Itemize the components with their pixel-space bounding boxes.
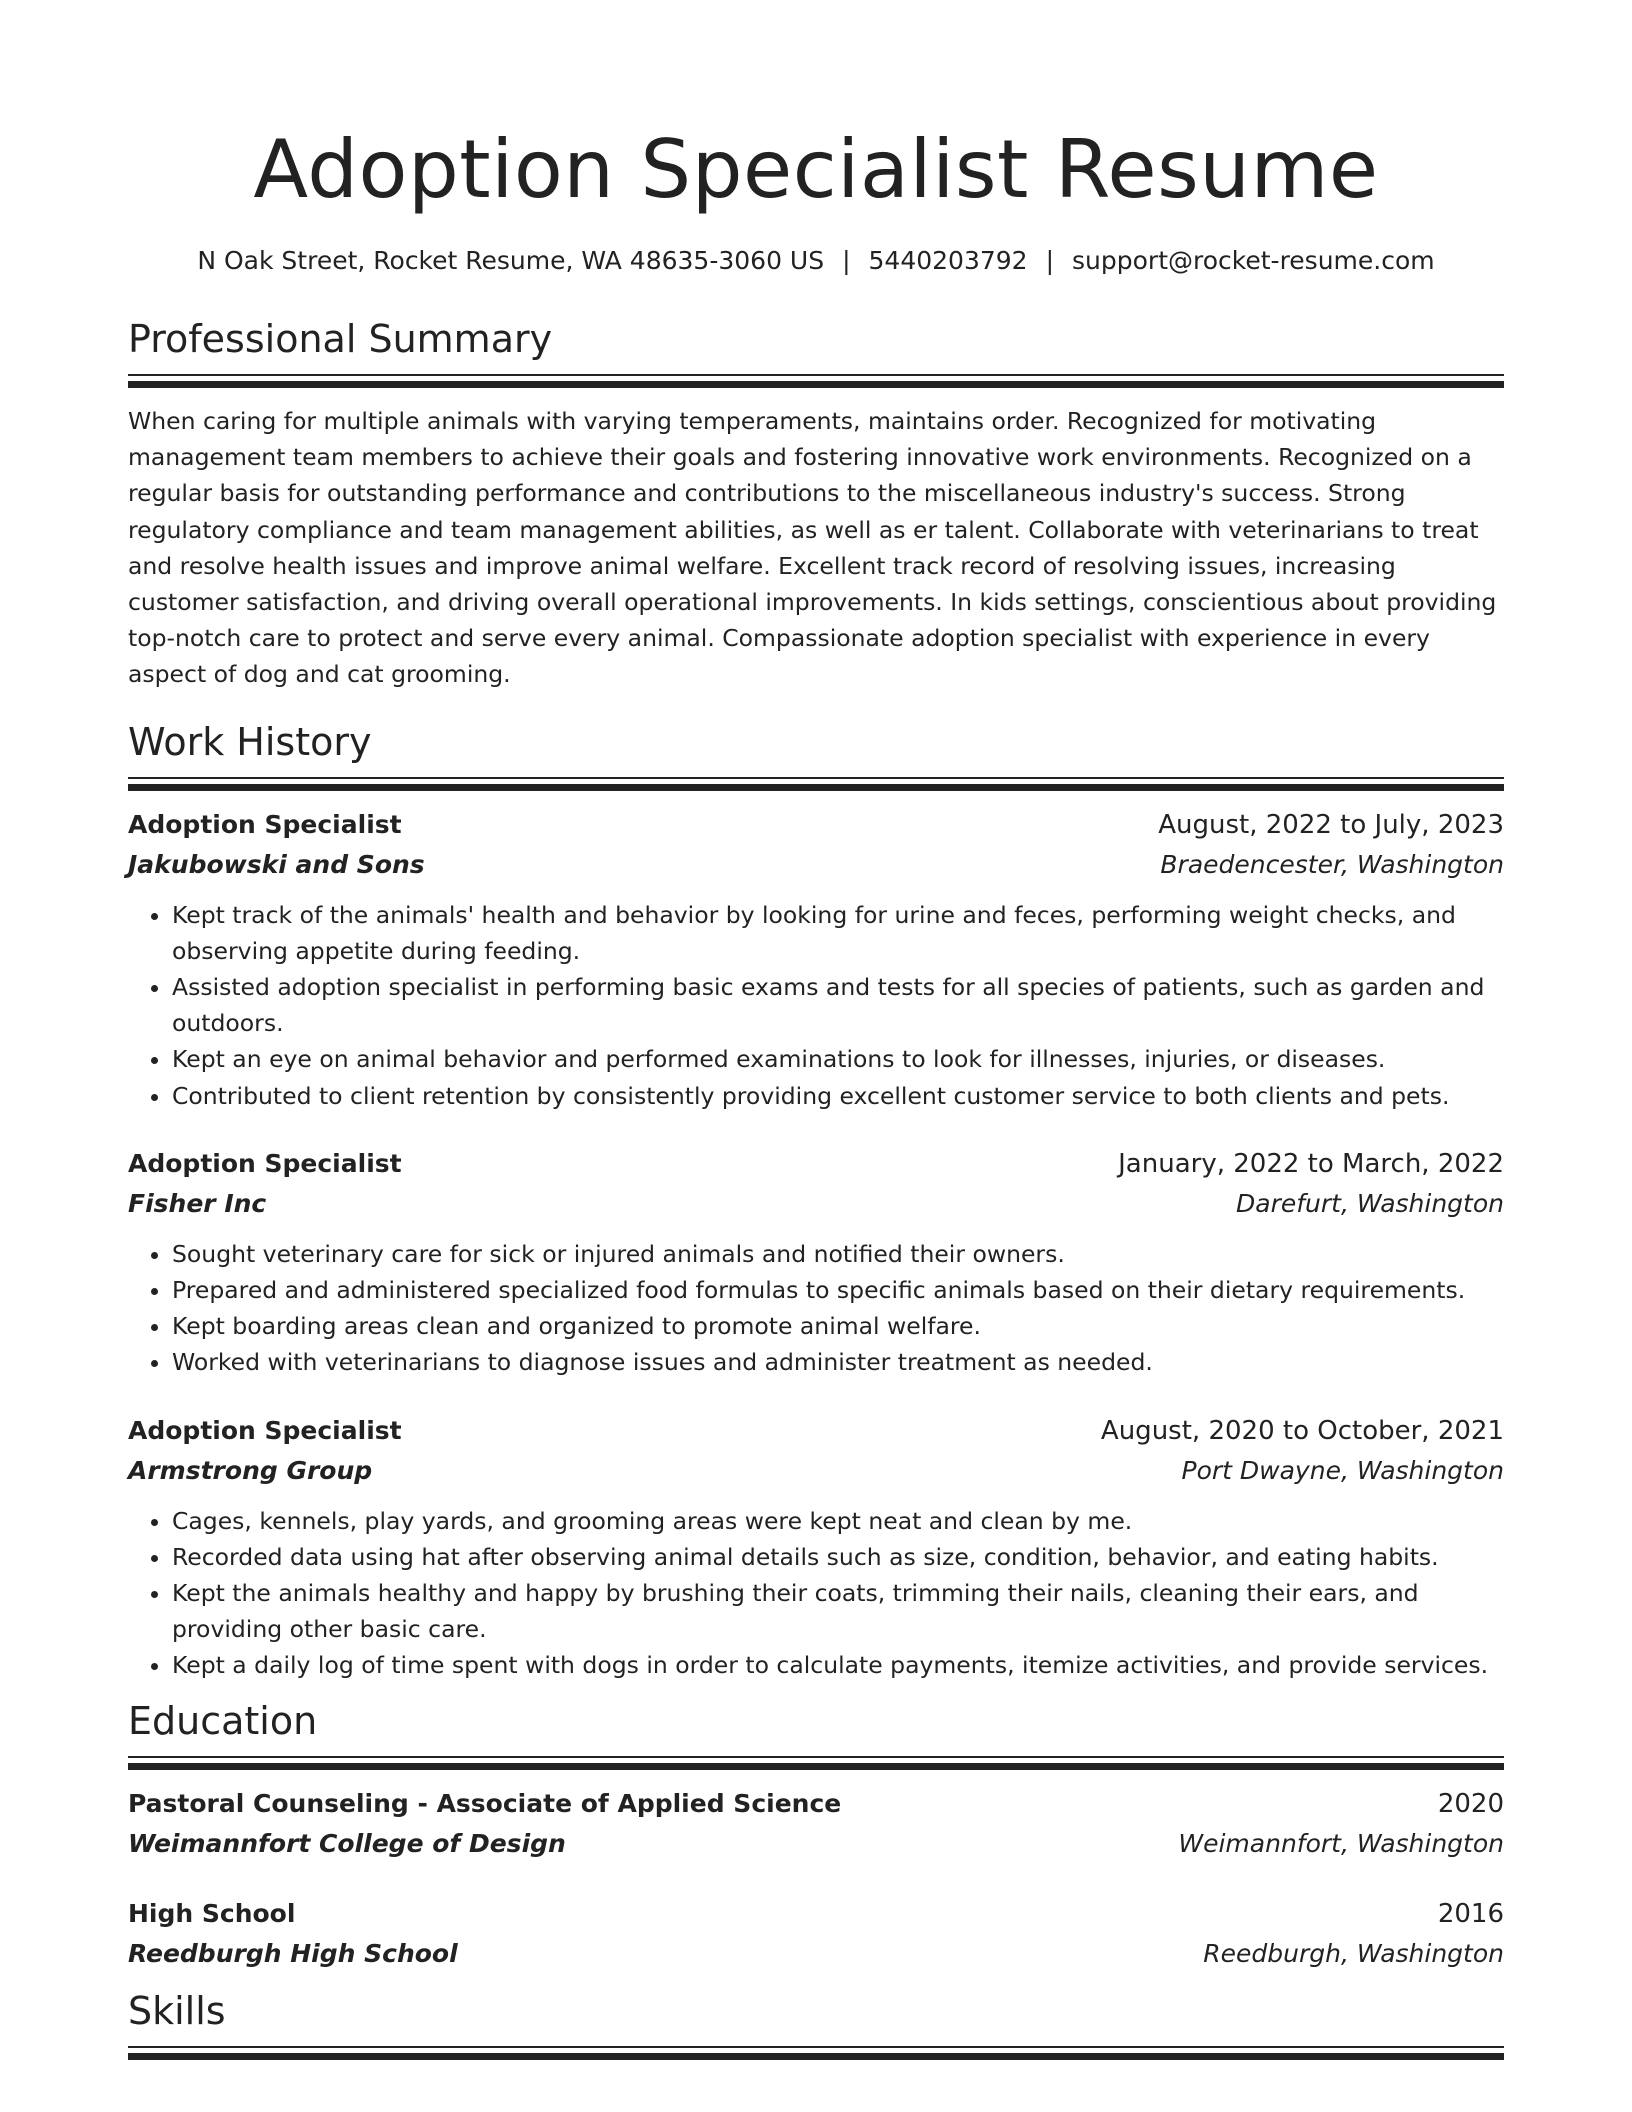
contact-separator: |: [842, 246, 851, 275]
job-entry: [128, 1144, 1504, 1381]
section-work-history: [128, 719, 1504, 1684]
resume-title: Adoption Specialist Resume: [253, 123, 1379, 216]
section-education: [128, 1698, 1504, 1974]
education-school: Weimannfort College of Design: [128, 1828, 566, 1858]
job-bullet: • Worked with veterinarians to diagnose issues and administer treatment as needed.: [172, 1344, 1504, 1380]
job-bullet: • Assisted adoption specialist in performing basic exams and tests for all species of patients, such as garden and outdoors.: [172, 969, 1504, 1041]
section-title-summary: Professional Summary: [128, 317, 553, 361]
education-degree: Pastoral Counseling - Associate of Applied Science: [128, 1788, 842, 1818]
contact-address: N Oak Street, Rocket Resume, WA 48635-3060 US: [197, 246, 825, 275]
education-entry: [128, 1784, 1504, 1864]
job-title: Adoption Specialist: [128, 1415, 402, 1445]
job-dates: January, 2022 to March, 2022: [1118, 1148, 1504, 1179]
job-location: Port Dwayne, Washington: [1181, 1455, 1504, 1485]
education-year: 2016: [1437, 1898, 1504, 1929]
section-divider: [128, 1756, 1504, 1770]
job-bullet: • Prepared and administered specialized food formulas to specific animals based on their dietary requirements.: [172, 1272, 1504, 1308]
job-bullet: • Sought veterinary care for sick or injured animals and notified their owners.: [172, 1236, 1504, 1272]
education-entry: [128, 1894, 1504, 1974]
education-degree: High School: [128, 1898, 296, 1928]
section-professional-summary: [128, 316, 1504, 693]
job-company: Armstrong Group: [128, 1455, 373, 1485]
job-bullet: • Kept an eye on animal behavior and performed examinations to look for illnesses, injuries, or diseases.: [172, 1041, 1504, 1077]
job-location: Darefurt, Washington: [1236, 1188, 1504, 1218]
job-bullet: • Cages, kennels, play yards, and grooming areas were kept neat and clean by me.: [172, 1503, 1504, 1539]
job-dates: August, 2022 to July, 2023: [1158, 809, 1504, 840]
section-title-work: Work History: [128, 719, 372, 764]
education-school: Reedburgh High School: [128, 1938, 458, 1968]
education-location: Reedburgh, Washington: [1203, 1938, 1504, 1968]
job-title: Adoption Specialist: [128, 1148, 402, 1178]
job-bullet: • Recorded data using hat after observing animal details such as size, condition, behavior, and eating habits.: [172, 1539, 1504, 1575]
section-title-skills: Skills: [128, 1988, 226, 2033]
job-location: Braedencester, Washington: [1160, 849, 1504, 879]
job-bullets: [128, 1236, 1504, 1381]
job-company: Jakubowski and Sons: [128, 849, 425, 879]
section-divider: [128, 777, 1504, 791]
education-year: 2020: [1437, 1788, 1504, 1819]
section-title-education: Education: [128, 1698, 318, 1743]
contact-email: support@rocket-resume.com: [1072, 246, 1435, 275]
job-company: Fisher Inc: [128, 1188, 267, 1218]
job-bullets: [128, 897, 1504, 1114]
section-skills: [128, 1988, 1504, 2060]
section-divider: [128, 374, 1504, 388]
job-entry: [128, 805, 1504, 1114]
education-location: Weimannfort, Washington: [1178, 1828, 1504, 1858]
job-bullet: • Contributed to client retention by consistently providing excellent customer service to both clients and pets.: [172, 1078, 1504, 1114]
section-divider: [128, 2046, 1504, 2060]
contact-line: [128, 244, 1504, 278]
contact-separator: |: [1045, 246, 1055, 275]
job-bullet: • Kept the animals healthy and happy by brushing their coats, trimming their nails, cleaning their ears, and providing other basic care.: [172, 1575, 1504, 1647]
summary-text: When caring for multiple animals with varying temperaments, maintains order. Recognized for motivating management team members to achieve their goals and fostering innovative work environments. Recognized on a regular basis for outstanding performance and contributions to the miscellaneous industry's success. Strong regulatory compliance and team management abilities, as well as er talent. Collaborate with veterinarians to treat and resolve health issues and improve animal welfare. Excellent track record of resolving issues, increasing customer satisfaction, and driving overall operational improvements. In kids settings, conscientious about providing top-notch care to protect and serve every animal. Compassionate adoption specialist with experience in every aspect of dog and cat grooming.: [128, 407, 1497, 689]
contact-phone: 5440203792: [868, 246, 1028, 275]
job-bullet: • Kept boarding areas clean and organized to promote animal welfare.: [172, 1308, 1504, 1344]
job-dates: August, 2020 to October, 2021: [1100, 1415, 1504, 1446]
job-title: Adoption Specialist: [128, 809, 402, 839]
job-bullet: • Kept track of the animals' health and behavior by looking for urine and feces, performing weight checks, and observing appetite during feeding.: [172, 897, 1504, 969]
job-bullet: • Kept a daily log of time spent with dogs in order to calculate payments, itemize activities, and provide services.: [172, 1647, 1504, 1683]
job-entry: [128, 1411, 1504, 1684]
job-bullets: [128, 1503, 1504, 1684]
